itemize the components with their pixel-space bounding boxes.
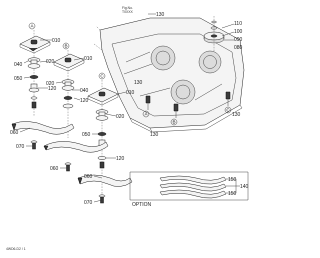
- label-part-050: 050: [14, 76, 23, 82]
- label-part-050b: 050: [82, 132, 91, 138]
- label-part-150b: 150: [228, 191, 237, 197]
- label-part-010b: 010: [84, 56, 93, 62]
- ref-b-right: B: [172, 119, 176, 125]
- label-part-070: 070: [16, 144, 25, 150]
- figure-reference-line2: T0XXX: [122, 10, 133, 14]
- label-part-120: 120: [48, 86, 57, 92]
- label-part-140: 140: [240, 184, 249, 190]
- label-part-020b: 020: [46, 81, 55, 87]
- spindle-assembly-b: [54, 50, 84, 138]
- label-part-100: 100: [234, 29, 243, 35]
- label-part-070b: 070: [84, 200, 93, 206]
- ref-b-left: B: [64, 43, 68, 49]
- label-part-120b: 120: [80, 98, 89, 104]
- label-part-130b: 130: [134, 80, 143, 86]
- ref-c-right: C: [226, 107, 230, 113]
- label-part-010: 010: [52, 38, 61, 44]
- label-part-110: 110: [234, 21, 242, 27]
- mower-blades: [12, 121, 132, 186]
- label-part-120c: 120: [116, 156, 125, 162]
- ref-a-left: A: [30, 23, 34, 29]
- label-part-060: 060: [10, 130, 19, 136]
- label-part-090: 090: [234, 37, 243, 43]
- option-label: OPTION: [132, 202, 152, 208]
- label-part-060b: 060: [50, 166, 59, 172]
- label-part-020c: 020: [116, 114, 125, 120]
- label-part-040b: 040: [80, 88, 89, 94]
- label-part-060c: 060: [84, 174, 93, 180]
- footer-code: 4WD6-D2 / 1: [6, 247, 26, 251]
- label-part-040: 040: [14, 62, 23, 68]
- label-part-130d: 130: [232, 112, 241, 118]
- spindle-assembly-a: [20, 30, 50, 116]
- ref-c-left: C: [100, 73, 104, 79]
- label-part-130c: 130: [150, 132, 159, 138]
- label-part-130: 130: [156, 12, 165, 18]
- label-part-020: 020: [46, 59, 55, 65]
- label-part-150a: 150: [228, 177, 237, 183]
- figure-reference-line1: Fig.No.: [122, 6, 133, 10]
- label-part-010c: 010: [126, 90, 135, 96]
- ref-a-right: A: [144, 111, 148, 117]
- label-part-080: 080: [234, 45, 243, 51]
